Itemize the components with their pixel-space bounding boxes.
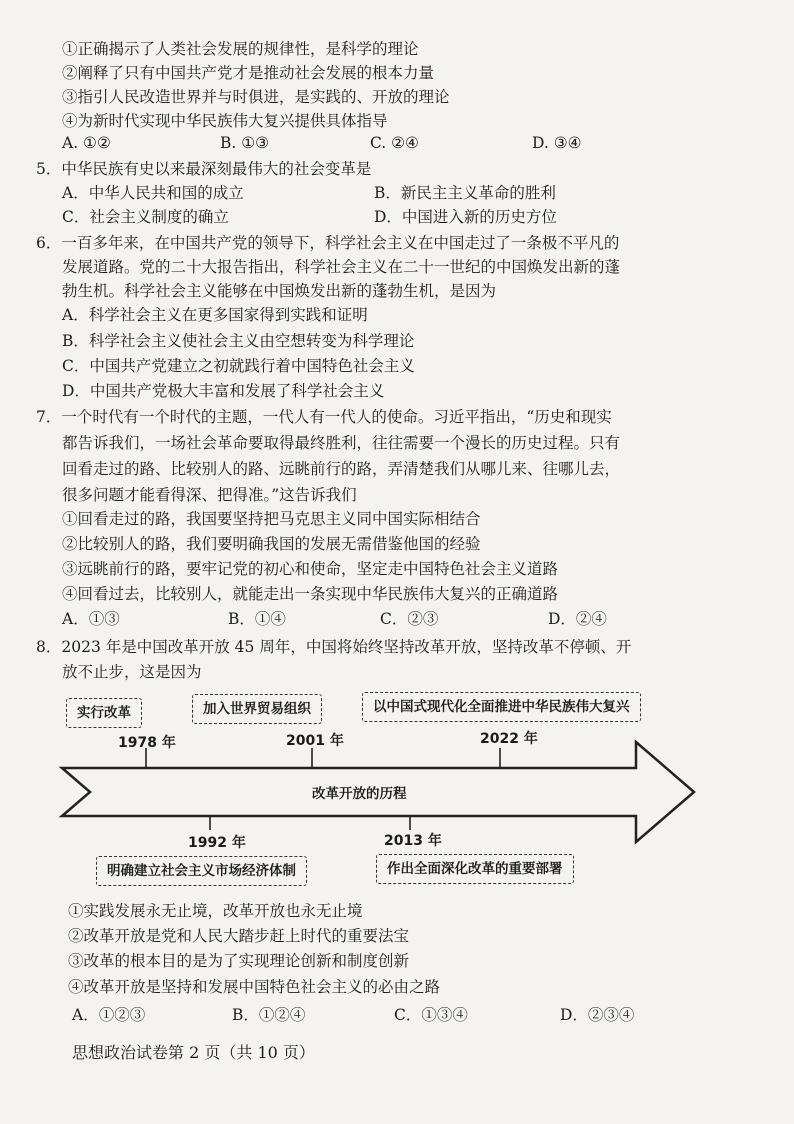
year-label: 2022 年 [480,731,538,747]
option-b[interactable]: B．①②④ [232,1006,306,1024]
statement: ②比较别人的路，我们要明确我国的发展无需借鉴他国的经验 [62,535,481,553]
option-a[interactable]: A．中华人民共和国的成立 [62,184,244,202]
question-6-stem: 勃生机。科学社会主义能够在中国焕发出新的蓬勃生机，是因为 [62,282,497,300]
option-d[interactable]: D．中国共产党极大丰富和发展了科学社会主义 [62,382,385,400]
statement: ①实践发展永无止境，改革开放也永无止境 [68,902,363,920]
answer-options [62,132,762,154]
option-a[interactable]: A．①③ [62,610,120,628]
option-d[interactable]: D．②④ [548,610,607,628]
event-label: 以中国式现代化全面推进中华民族伟大复兴 [362,692,641,722]
question-7-stem: 7．一个时代有一个时代的主题，一代人有一代人的使命。习近平指出，“历史和现实 [36,408,612,426]
statement: ④为新时代实现中华民族伟大复兴提供具体指导 [62,112,388,130]
statement: ④改革开放是坚持和发展中国特色社会主义的必由之路 [68,978,441,996]
option-b[interactable]: B．科学社会主义使社会主义由空想转变为科学理论 [62,332,415,350]
option-b[interactable]: B．①④ [228,610,286,628]
year-label: 2013 年 [384,833,442,849]
option-a[interactable]: A. ①② [62,134,111,152]
option-c[interactable]: C．①③④ [394,1006,468,1024]
question-6-stem: 发展道路。党的二十大报告指出，科学社会主义在二十一世纪的中国焕发出新的蓬 [62,258,621,276]
answer-options [62,608,762,630]
answer-options [62,182,762,204]
question-7-stem: 很多问题才能看得深、把得准。”这告诉我们 [62,486,357,504]
statement: ④回看过去，比较别人，就能走出一条实现中华民族伟大复兴的正确道路 [62,585,559,603]
event-label: 加入世界贸易组织 [192,694,322,724]
question-6-stem: 6．一百多年来，在中国共产党的领导下，科学社会主义在中国走过了一条极不平凡的 [36,234,620,252]
statement: ①正确揭示了人类社会发展的规律性，是科学的理论 [62,40,419,58]
question-5-stem: 5．中华民族有史以来最深刻最伟大的社会变革是 [36,160,372,178]
answer-options [72,1004,772,1026]
statement: ③指引人民改造世界并与时俱进，是实践的、开放的理论 [62,88,450,106]
answer-options [62,206,762,228]
statement: ①回看走过的路，我国要坚持把马克思主义同中国实际相结合 [62,510,481,528]
year-label: 1992 年 [188,835,246,851]
arrow-label: 改革开放的历程 [312,786,407,802]
question-7-stem: 回看走过的路、比较别人的路、远眺前行的路，弄清楚我们从哪儿来、往哪儿去， [62,460,621,478]
event-label: 明确建立社会主义市场经济体制 [96,856,307,886]
option-a[interactable]: A．①②③ [72,1006,146,1024]
option-b[interactable]: B．新民主主义革命的胜利 [374,184,556,202]
option-b[interactable]: B. ①③ [220,134,270,152]
option-c[interactable]: C. ②④ [370,134,419,152]
event-label: 实行改革 [66,698,142,728]
statement: ②改革开放是党和人民大踏步赶上时代的重要法宝 [68,927,410,945]
statement: ③远眺前行的路，要牢记党的初心和使命，坚定走中国特色社会主义道路 [62,560,559,578]
event-label: 作出全面深化改革的重要部署 [376,854,574,884]
year-label: 2001 年 [286,733,344,749]
question-8-stem: 8．2023 年是中国改革开放 45 周年，中国将始终坚持改革开放，坚持改革不停顿、开 [36,638,632,656]
option-c[interactable]: C．社会主义制度的确立 [62,208,229,226]
page-footer: 思想政治试卷第 2 页（共 10 页） [72,1043,315,1062]
year-label: 1978 年 [118,735,176,751]
option-a[interactable]: A．科学社会主义在更多国家得到实践和证明 [62,306,368,324]
option-d[interactable]: D. ③④ [532,134,582,152]
reform-timeline-diagram [0,690,794,900]
question-8-stem: 放不止步，这是因为 [62,663,202,681]
option-c[interactable]: C．②③ [380,610,439,628]
question-7-stem: 都告诉我们，一场社会革命要取得最终胜利，往往需要一个漫长的历史过程。只有 [62,434,621,452]
option-d[interactable]: D．中国进入新的历史方位 [374,208,557,226]
statement: ③改革的根本目的是为了实现理论创新和制度创新 [68,952,410,970]
option-c[interactable]: C．中国共产党建立之初就践行着中国特色社会主义 [62,357,415,375]
option-d[interactable]: D．②③④ [560,1006,635,1024]
statement: ②阐释了只有中国共产党才是推动社会发展的根本力量 [62,64,435,82]
